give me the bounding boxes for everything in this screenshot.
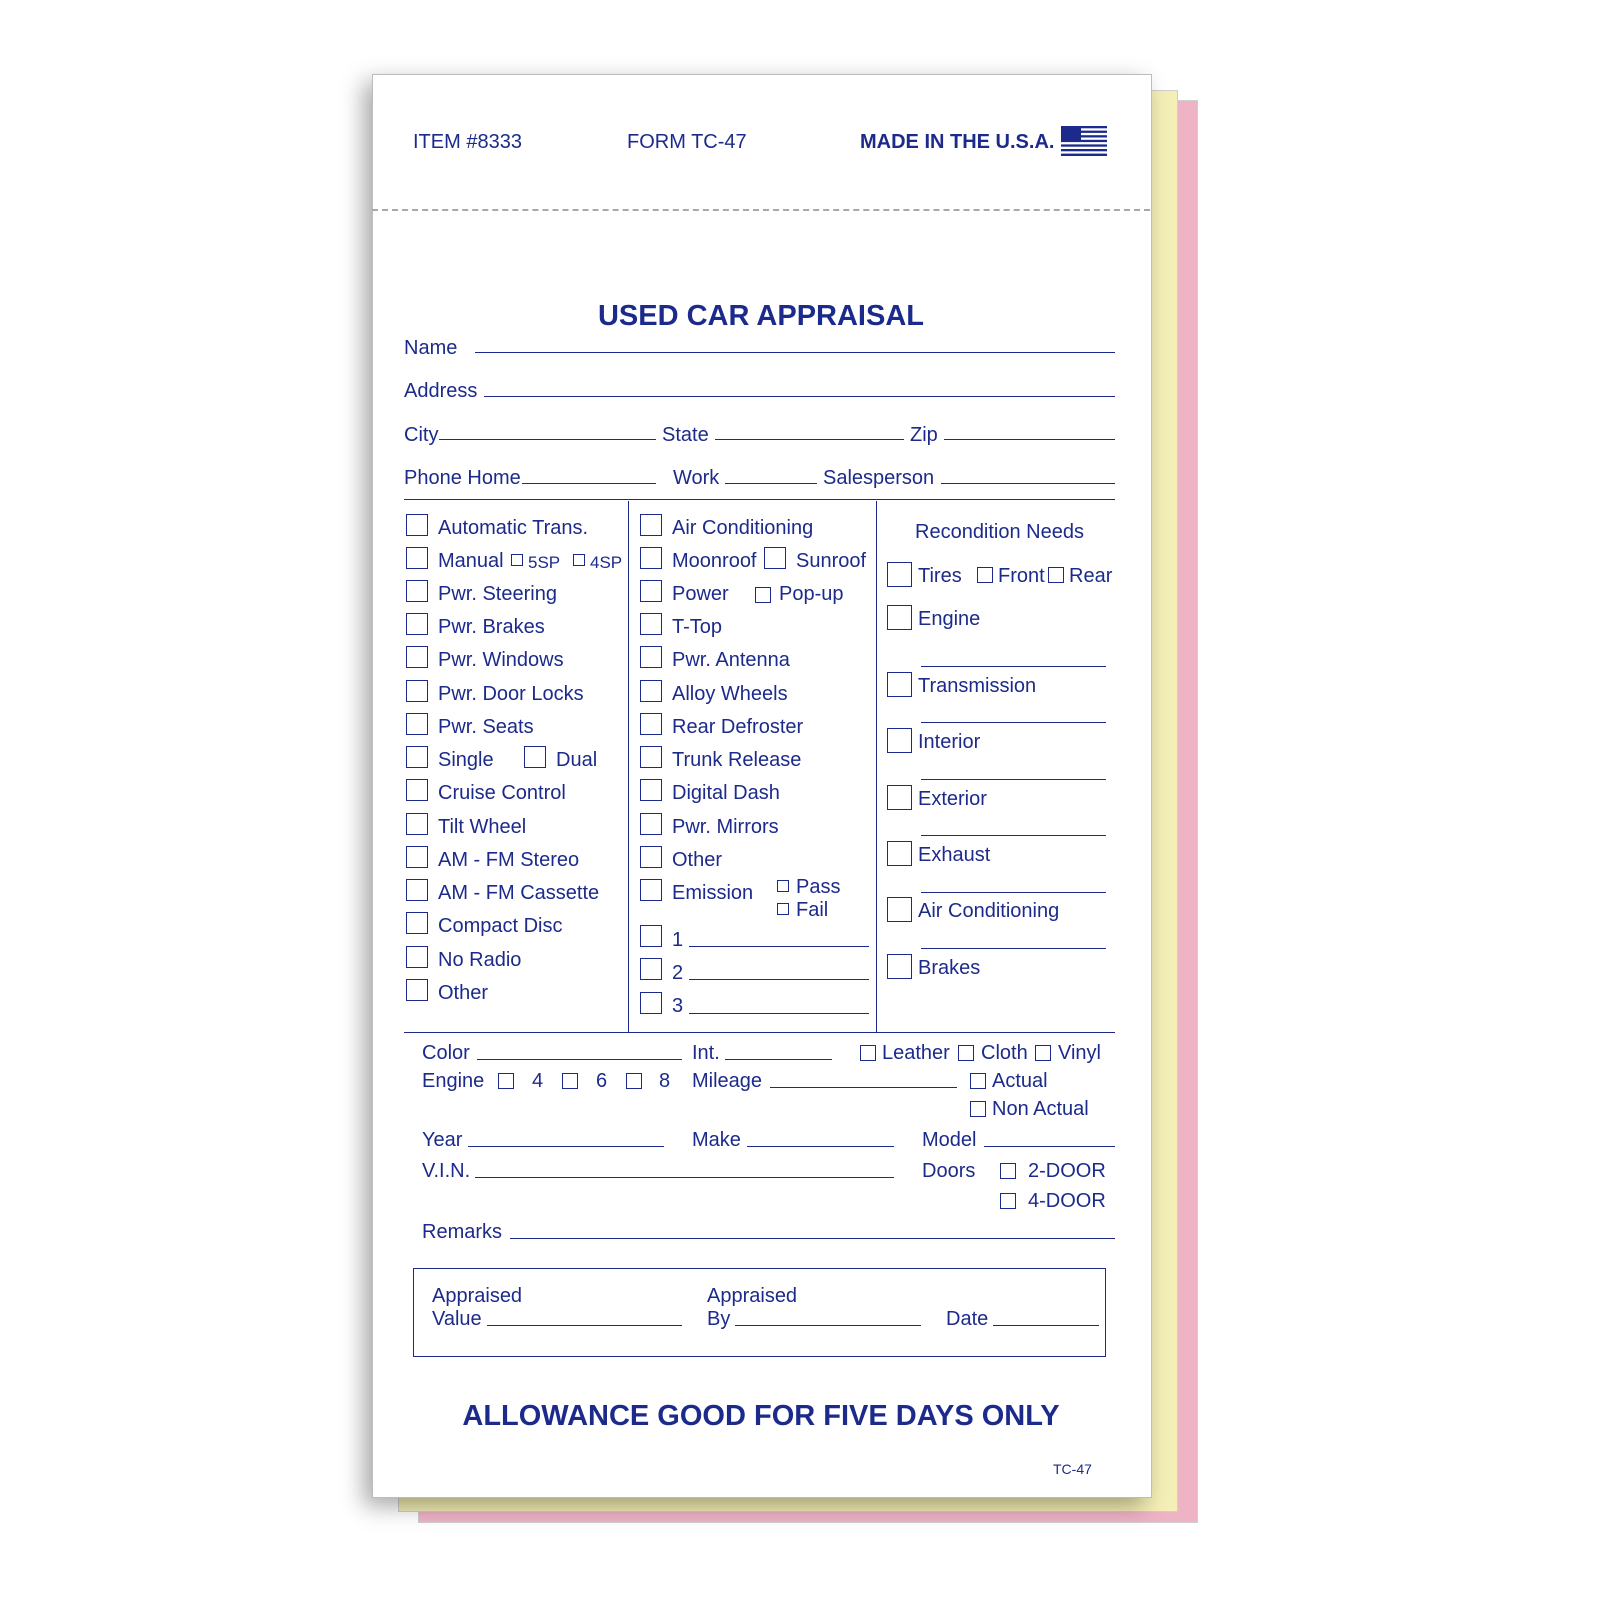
recon-label: Exterior (918, 788, 987, 810)
engine-4-label: 4 (532, 1070, 544, 1092)
t-top-checkbox[interactable] (640, 613, 662, 635)
column-divider-2 (876, 501, 877, 1033)
col1-label: Pwr. Seats (438, 716, 534, 738)
col2-label: T-Top (672, 616, 723, 638)
zip-field[interactable] (944, 439, 1115, 440)
exhaust-recon-checkbox[interactable] (887, 841, 912, 866)
recon-label: Transmission (918, 675, 1037, 697)
appraised-by-label-bottom: By (707, 1308, 731, 1330)
col1-label: Manual (438, 550, 504, 572)
engine-label: Engine (422, 1070, 485, 1092)
pwr-door-locks-checkbox[interactable] (406, 680, 428, 702)
leather-label: Leather (882, 1042, 950, 1064)
state-field[interactable] (715, 439, 904, 440)
appraised-by-field[interactable] (735, 1325, 921, 1326)
tires-label: Tires (918, 565, 962, 587)
col1-label: Other (438, 982, 489, 1004)
cruise-control-checkbox[interactable] (406, 779, 428, 801)
extra-option-1-checkbox[interactable] (640, 925, 662, 947)
5sp-label: 5SP (528, 553, 561, 572)
air-conditioning-checkbox[interactable] (640, 514, 662, 536)
engine-recon-field[interactable] (921, 666, 1106, 667)
salesperson-field[interactable] (941, 483, 1115, 484)
col2-label: Digital Dash (672, 782, 780, 804)
rear-defroster-checkbox[interactable] (640, 713, 662, 735)
recon-label: Air Conditioning (918, 900, 1060, 922)
extra-option-3-label: 3 (672, 995, 684, 1017)
col2-label: Pwr. Mirrors (672, 816, 779, 838)
item-number: ITEM #8333 (413, 131, 522, 153)
col2-label: Trunk Release (672, 749, 802, 771)
work-field[interactable] (725, 483, 817, 484)
extra-option-1-field[interactable] (689, 946, 869, 947)
col1-label: Pwr. Door Locks (438, 683, 584, 705)
extra-option-2-label: 2 (672, 962, 684, 984)
engine-8-checkbox[interactable] (626, 1073, 642, 1089)
col1-label: Cruise Control (438, 782, 566, 804)
form-title: USED CAR APPRAISAL (597, 300, 924, 332)
pass-checkbox[interactable] (777, 880, 789, 892)
no-radio-checkbox[interactable] (406, 946, 428, 968)
zip-label: Zip (910, 424, 938, 446)
us-flag-icon (1061, 126, 1107, 156)
vinyl-checkbox[interactable] (1035, 1045, 1051, 1061)
engine-4-checkbox[interactable] (498, 1073, 514, 1089)
cloth-label: Cloth (981, 1042, 1028, 1064)
dual-label: Dual (556, 749, 598, 771)
doors-label: Doors (922, 1160, 976, 1182)
4sp-checkbox[interactable] (573, 554, 585, 566)
model-field[interactable] (984, 1146, 1115, 1147)
power-checkbox[interactable] (640, 580, 662, 602)
pwr-seats-checkbox[interactable] (406, 713, 428, 735)
make-label: Make (692, 1129, 741, 1151)
recon-label: Exhaust (918, 844, 991, 866)
appraised-value-label-bottom: Value (432, 1308, 482, 1330)
vin-label: V.I.N. (422, 1160, 471, 1182)
extra-option-3-checkbox[interactable] (640, 992, 662, 1014)
emission-checkbox[interactable] (640, 879, 662, 901)
col1-label: Single (438, 749, 494, 771)
manual-checkbox[interactable] (406, 547, 428, 569)
mileage-label: Mileage (692, 1070, 763, 1092)
col2-label: Alloy Wheels (672, 683, 788, 705)
column-divider-1 (628, 501, 629, 1033)
col1-label: AM - FM Stereo (438, 849, 580, 871)
model-label: Model (922, 1129, 977, 1151)
city-field[interactable] (439, 439, 656, 440)
4-door-checkbox[interactable] (1000, 1193, 1016, 1209)
front-checkbox[interactable] (977, 567, 993, 583)
col2-label: Emission (672, 882, 754, 904)
am-fm-cassette-checkbox[interactable] (406, 879, 428, 901)
extra-option-3-field[interactable] (689, 1013, 869, 1014)
name-label: Name (404, 337, 458, 359)
form-number: FORM TC-47 (627, 131, 747, 153)
exterior-recon-field[interactable] (921, 835, 1106, 836)
interior-recon-field[interactable] (921, 779, 1106, 780)
int-field[interactable] (725, 1059, 832, 1060)
col2-label: Other (672, 849, 723, 871)
cloth-checkbox[interactable] (958, 1045, 974, 1061)
phone-home-field[interactable] (522, 483, 656, 484)
dual-checkbox[interactable] (524, 746, 546, 768)
col1-label: Tilt Wheel (438, 816, 527, 838)
transmission-recon-field[interactable] (921, 722, 1106, 723)
engine-6-label: 6 (596, 1070, 608, 1092)
recon-label: Interior (918, 731, 981, 753)
am-fm-stereo-checkbox[interactable] (406, 846, 428, 868)
date-label: Date (946, 1308, 989, 1330)
non-actual-label: Non Actual (992, 1098, 1089, 1120)
address-field[interactable] (484, 396, 1115, 397)
year-field[interactable] (468, 1146, 664, 1147)
col2-label: Pwr. Antenna (672, 649, 790, 671)
popup-checkbox[interactable] (755, 587, 771, 603)
front-label: Front (998, 565, 1045, 587)
col1-label: AM - FM Cassette (438, 882, 600, 904)
pwr-mirrors-checkbox[interactable] (640, 813, 662, 835)
4sp-label: 4SP (590, 553, 623, 572)
moonroof-checkbox[interactable] (640, 547, 662, 569)
perforation-line (372, 209, 1150, 211)
recon-label: Engine (918, 608, 981, 630)
color-field[interactable] (477, 1059, 682, 1060)
vin-field[interactable] (475, 1177, 894, 1178)
col2-label: Air Conditioning (672, 517, 814, 539)
single-checkbox[interactable] (406, 746, 428, 768)
pwr-antenna-checkbox[interactable] (640, 646, 662, 668)
pwr-windows-checkbox[interactable] (406, 646, 428, 668)
brakes-recon-checkbox[interactable] (887, 954, 912, 979)
2-door-checkbox[interactable] (1000, 1163, 1016, 1179)
allowance-notice: ALLOWANCE GOOD FOR FIVE DAYS ONLY (462, 1400, 1060, 1432)
options-top-rule (404, 499, 1115, 500)
tires-checkbox[interactable] (887, 562, 912, 587)
tilt-wheel-checkbox[interactable] (406, 813, 428, 835)
appraised-value-field[interactable] (487, 1325, 682, 1326)
other-checkbox-col2[interactable] (640, 846, 662, 868)
air-conditioning-recon-field[interactable] (921, 948, 1106, 949)
phone-home-label: Phone Home (404, 467, 521, 489)
year-label: Year (422, 1129, 463, 1151)
compact-disc-checkbox[interactable] (406, 912, 428, 934)
appraisal-box (413, 1268, 1106, 1357)
col2-label: Power (672, 583, 729, 605)
made-in-usa: MADE IN THE U.S.A. (860, 131, 1055, 153)
options-bottom-rule (404, 1032, 1115, 1033)
digital-dash-checkbox[interactable] (640, 779, 662, 801)
alloy-wheels-checkbox[interactable] (640, 680, 662, 702)
col1-label: Pwr. Windows (438, 649, 564, 671)
vinyl-label: Vinyl (1058, 1042, 1101, 1064)
recondition-heading: Recondition Needs (915, 521, 1084, 543)
air-conditioning-recon-checkbox[interactable] (887, 897, 912, 922)
work-label: Work (673, 467, 720, 489)
remarks-field[interactable] (510, 1238, 1115, 1239)
name-field[interactable] (475, 352, 1115, 353)
remarks-label: Remarks (422, 1221, 503, 1243)
engine-8-label: 8 (659, 1070, 671, 1092)
color-label: Color (422, 1042, 470, 1064)
salesperson-label: Salesperson (823, 467, 935, 489)
transmission-recon-checkbox[interactable] (887, 672, 912, 697)
sunroof-checkbox[interactable] (764, 547, 786, 569)
state-label: State (662, 424, 709, 446)
non-actual-checkbox[interactable] (970, 1101, 986, 1117)
engine-recon-checkbox[interactable] (887, 605, 912, 630)
form-code: TC-47 (1053, 1461, 1092, 1477)
2-door-label: 2-DOOR (1028, 1160, 1106, 1182)
actual-checkbox[interactable] (970, 1073, 986, 1089)
col1-label: Automatic Trans. (438, 517, 589, 539)
col1-label: Pwr. Brakes (438, 616, 545, 638)
actual-label: Actual (992, 1070, 1048, 1092)
mileage-field[interactable] (770, 1087, 957, 1088)
date-field[interactable] (993, 1325, 1099, 1326)
rear-label: Rear (1069, 565, 1113, 587)
pass-label: Pass (796, 876, 841, 898)
address-label: Address (404, 380, 478, 402)
col1-label: Compact Disc (438, 915, 563, 937)
exterior-recon-checkbox[interactable] (887, 785, 912, 810)
trunk-release-checkbox[interactable] (640, 746, 662, 768)
fail-label: Fail (796, 899, 829, 921)
other-checkbox-col1[interactable] (406, 979, 428, 1001)
popup-label: Pop-up (779, 583, 844, 605)
sunroof-label: Sunroof (796, 550, 867, 572)
pwr-brakes-checkbox[interactable] (406, 613, 428, 635)
appraised-value-label-top: Appraised (432, 1285, 523, 1307)
city-label: City (404, 424, 439, 446)
fail-checkbox[interactable] (777, 903, 789, 915)
interior-recon-checkbox[interactable] (887, 728, 912, 753)
recon-label: Brakes (918, 957, 981, 979)
pwr-steering-checkbox[interactable] (406, 580, 428, 602)
leather-checkbox[interactable] (860, 1045, 876, 1061)
engine-6-checkbox[interactable] (562, 1073, 578, 1089)
col2-label: Rear Defroster (672, 716, 804, 738)
int-label: Int. (692, 1042, 720, 1064)
appraised-by-label-top: Appraised (707, 1285, 798, 1307)
make-field[interactable] (747, 1146, 894, 1147)
extra-option-2-field[interactable] (689, 979, 869, 980)
4-door-label: 4-DOOR (1028, 1190, 1106, 1212)
col1-label: No Radio (438, 949, 522, 971)
rear-checkbox[interactable] (1048, 567, 1064, 583)
5sp-checkbox[interactable] (511, 554, 523, 566)
extra-option-1-label: 1 (672, 929, 684, 951)
extra-option-2-checkbox[interactable] (640, 958, 662, 980)
col2-label: Moonroof (672, 550, 757, 572)
exhaust-recon-field[interactable] (921, 892, 1106, 893)
automatic-trans-checkbox[interactable] (406, 514, 428, 536)
col1-label: Pwr. Steering (438, 583, 557, 605)
